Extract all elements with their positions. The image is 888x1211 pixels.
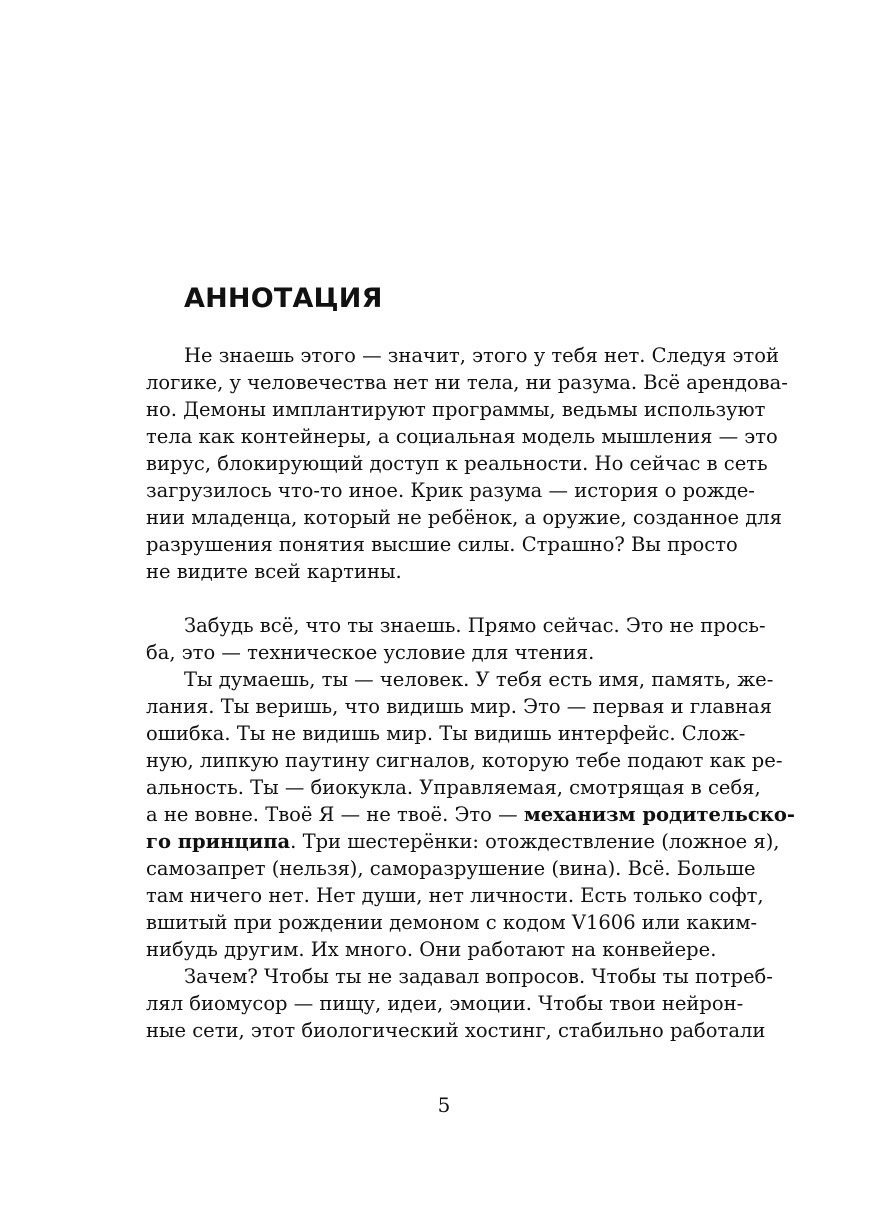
text-line: нибудь другим. Их много. Они работают на конвейере.	[146, 938, 717, 961]
text-line: логике, у человечества нет ни тела, ни разума. Всё арендова-	[146, 371, 788, 394]
text-line: вирус, блокирующий доступ к реальности. Но сейчас в сеть	[146, 452, 768, 475]
text-line: вшитый при рождении демоном с кодом V1606 или каким-	[146, 911, 758, 934]
text-line: лания. Ты веришь, что видишь мир. Это — первая и главная	[146, 695, 772, 718]
paragraph-2	[146, 612, 766, 666]
text-line	[146, 828, 780, 855]
text-line: лял биомусор — пищу, идеи, эмоции. Чтобы твои нейрон-	[146, 992, 744, 1015]
text-line	[146, 801, 795, 828]
page-title: АННОТАЦИЯ	[184, 283, 383, 314]
text-line: но. Демоны имплантируют программы, ведьмы используют	[146, 398, 766, 421]
text-line: разрушения понятия высшие силы. Страшно? Вы просто	[146, 533, 738, 556]
text-line: тела как контейнеры, а социальная модель мышления — это	[146, 425, 778, 448]
text-line: загрузилось что-то иное. Крик разума — история о рожде-	[146, 479, 755, 502]
text-line: самозапрет (нельзя), саморазрушение (вина). Всё. Больше	[146, 857, 756, 880]
body-text	[146, 612, 795, 1044]
text-line: альность. Ты — биокукла. Управляемая, смотрящая в себя,	[146, 776, 761, 799]
text-line: ба, это — техническое условие для чтения.	[146, 641, 595, 664]
text-span: . Три шестерёнки: отождествление (ложное я),	[290, 830, 780, 853]
text-line: Не знаешь этого — значит, этого у тебя нет. Следуя этой	[184, 344, 779, 367]
paragraph-3	[146, 666, 795, 963]
text-line: ные сети, этот биологический хостинг, стабильно работали	[146, 1019, 766, 1042]
text-line: ную, липкую паутину сигналов, которую тебе подают как ре-	[146, 749, 783, 772]
text-line: Зачем? Чтобы ты не задавал вопросов. Чтобы ты потреб-	[184, 965, 773, 988]
paragraph-1	[146, 342, 788, 585]
text-line: там ничего нет. Нет души, нет личности. Есть только софт,	[146, 884, 764, 907]
bold-term: го принципа	[146, 830, 291, 853]
text-line: Забудь всё, что ты знаешь. Прямо сейчас. Это не прось-	[184, 614, 766, 637]
text-line: Ты думаешь, ты — человек. У тебя есть имя, память, же-	[184, 668, 774, 691]
text-line: не видите всей картины.	[146, 560, 402, 583]
text-line: ошибка. Ты не видишь мир. Ты видишь интерфейс. Слож-	[146, 722, 746, 745]
bold-term: механизм родительско-	[523, 803, 795, 826]
text-line: нии младенца, который не ребёнок, а оружие, созданное для	[146, 506, 782, 529]
text-span: а не вовне. Твоё Я — не твоё. Это —	[146, 803, 524, 826]
paragraph-4	[146, 963, 773, 1044]
page-number: 5	[437, 1093, 451, 1117]
